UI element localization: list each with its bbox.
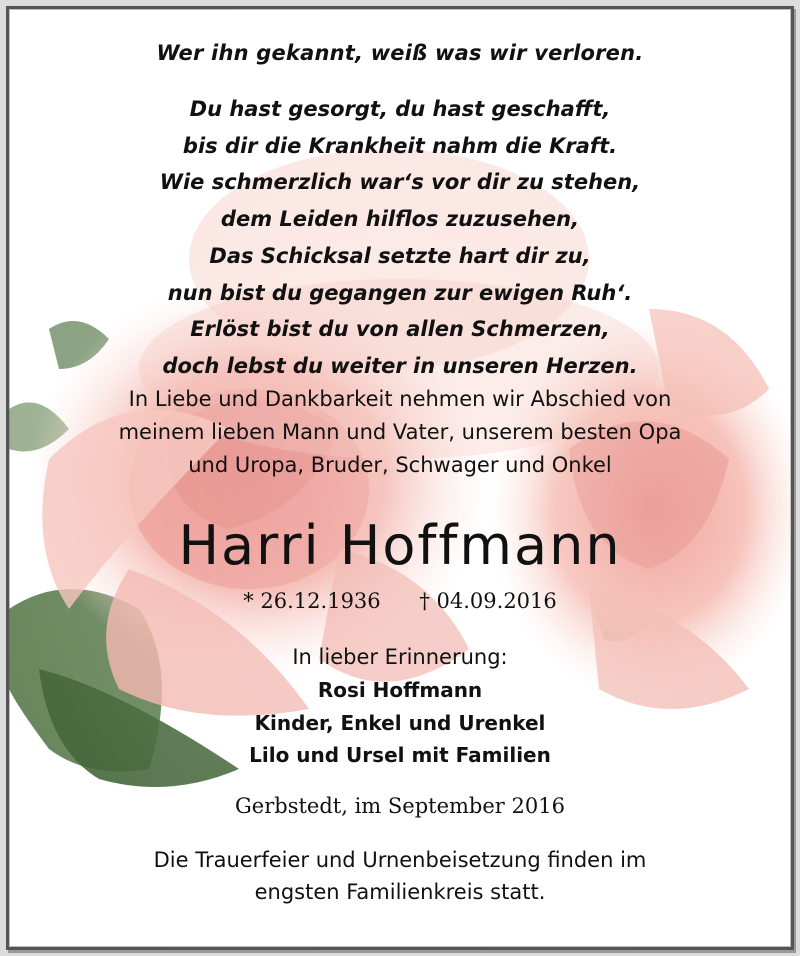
funeral-line: Die Trauerfeier und Urnenbeisetzung finden im xyxy=(153,848,647,872)
funeral-notice xyxy=(9,844,791,908)
memory-heading: In lieber Erinnerung: xyxy=(292,645,508,669)
poem-line: Du hast gesorgt, du hast geschafft, xyxy=(189,97,611,121)
farewell-intro xyxy=(9,383,791,482)
poem-line: nun bist du gegangen zur ewigen Ruh‘. xyxy=(167,280,633,305)
motto: Wer ihn gekannt, weiß was wir verloren. xyxy=(156,41,644,65)
life-dates xyxy=(9,589,791,613)
poem-line: doch lebst du weiter in unseren Herzen. xyxy=(162,353,638,378)
intro-line: und Uropa, Bruder, Schwager und Onkel xyxy=(188,453,612,477)
poem-line: bis dir die Krankheit nahm die Kraft. xyxy=(182,133,618,158)
mourners-list xyxy=(9,674,791,772)
poem xyxy=(9,91,791,385)
obituary-content xyxy=(9,9,791,947)
intro-line: In Liebe und Dankbarkeit nehmen wir Abschied von xyxy=(128,387,672,411)
mourner-line: Rosi Hoffmann xyxy=(317,678,483,702)
poem-line: Das Schicksal setzte hart dir zu, xyxy=(209,243,591,268)
place-date: Gerbstedt, im September 2016 xyxy=(235,794,565,818)
mourner-line: Lilo und Ursel mit Familien xyxy=(249,743,551,767)
funeral-line: engsten Familienkreis statt. xyxy=(254,880,546,904)
intro-line: meinem lieben Mann und Vater, unserem besten Opa xyxy=(118,420,682,444)
birth-date: * 26.12.1936 xyxy=(243,589,381,613)
poem-line: Wie schmerzlich war‘s vor dir zu stehen, xyxy=(159,170,641,195)
obituary-frame xyxy=(6,6,794,950)
poem-line: dem Leiden hilflos zuzusehen, xyxy=(220,207,580,232)
poem-line: Erlöst bist du von allen Schmerzen, xyxy=(190,317,610,342)
mourner-line: Kinder, Enkel und Urenkel xyxy=(254,710,546,735)
deceased-name: Harri Hoffmann xyxy=(178,514,622,577)
death-date: † 04.09.2016 xyxy=(419,589,557,613)
